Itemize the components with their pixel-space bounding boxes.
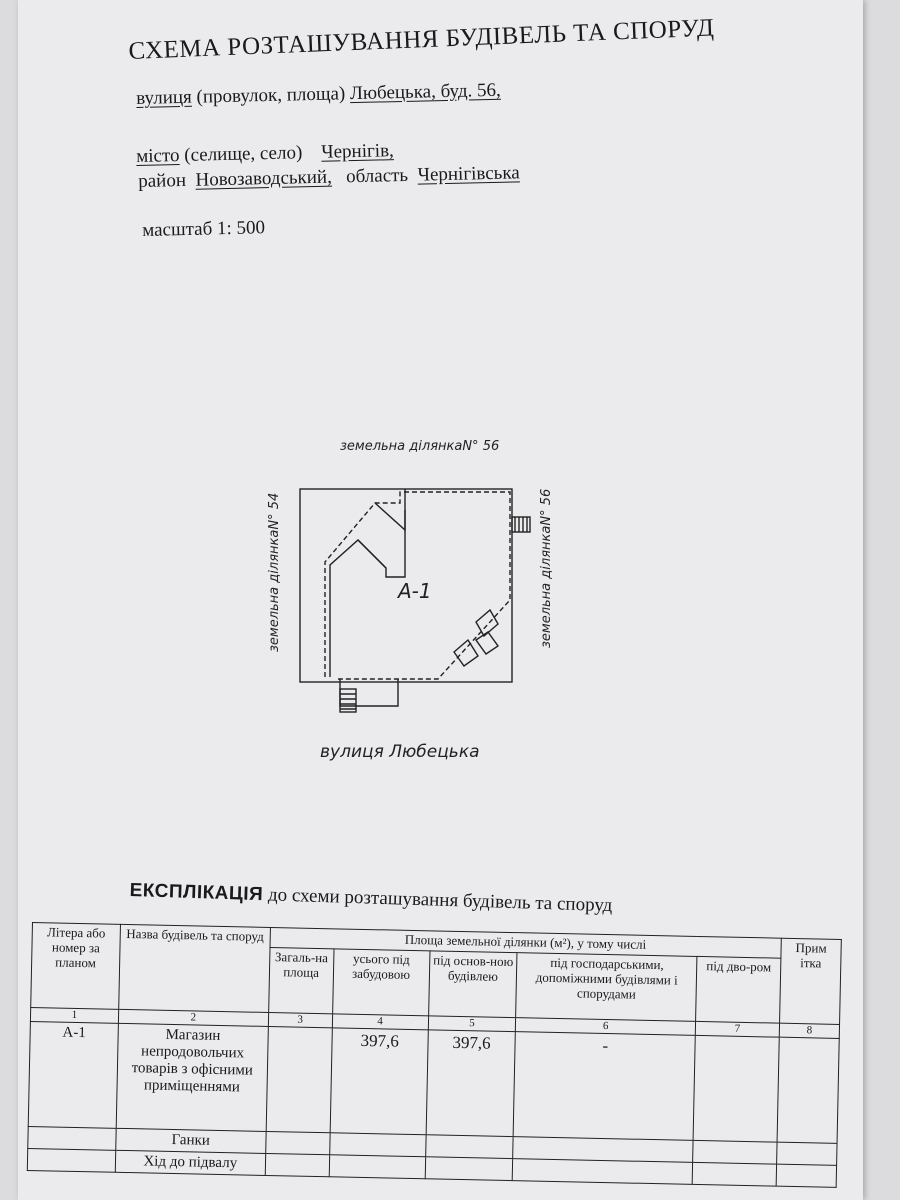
explication-table	[27, 922, 842, 1188]
explication-title-rest: до схеми розташування будівель та споруд	[262, 884, 613, 917]
explication-table-wrap	[26, 922, 862, 1200]
header-yard: під дво-ром	[696, 956, 781, 1023]
col-number: 2	[118, 1009, 268, 1026]
porch-southeast-2	[454, 640, 478, 666]
col-number: 7	[695, 1021, 779, 1036]
header-litera: Літера або номер за планом	[31, 923, 121, 1010]
city-prefix: місто	[136, 145, 180, 167]
row-total	[265, 1153, 329, 1177]
col-number: 3	[268, 1012, 332, 1027]
row-name: Магазин непродовольчих товарів з офісними приміщеннями	[116, 1023, 268, 1131]
street-prefix: вулиця	[136, 86, 193, 109]
row-yard	[692, 1162, 776, 1186]
city-options: (селище, село)	[179, 142, 303, 167]
header-name: Назва будівель та споруд	[119, 924, 271, 1012]
region-value: Чернігівська	[417, 162, 520, 186]
header-main: під основ-ною будівлею	[428, 951, 517, 1018]
porch-southeast-3	[476, 632, 498, 654]
building-label: А-1	[398, 579, 432, 603]
basement-steps	[340, 694, 356, 709]
row-total	[266, 1026, 332, 1132]
row-note	[777, 1142, 837, 1166]
row-name: Хід до підвалу	[115, 1150, 265, 1175]
east-porch-steps	[515, 517, 527, 532]
bottom-extension	[340, 679, 398, 706]
right-neighbor-label: земельна ділянкаN° 56	[539, 488, 554, 648]
left-neighbor-label: земельна ділянкаN° 54	[267, 492, 282, 652]
document-title: СХЕМА РОЗТАШУВАННЯ БУДІВЕЛЬ ТА СПОРУД	[128, 14, 715, 65]
street-value: Любецька, буд. 56,	[349, 79, 501, 105]
region-label: область	[345, 164, 409, 188]
row-litera	[27, 1148, 115, 1172]
row-note	[777, 1037, 839, 1143]
explication-title-bold: ЕКСПЛІКАЦІЯ	[129, 880, 264, 906]
document-page	[18, 0, 863, 1200]
row-litera: А-1	[28, 1021, 118, 1128]
header-aux: під господарськими, допоміжними будівлями і спорудами	[516, 953, 697, 1022]
row-built: 397,6	[330, 1027, 428, 1134]
row-yard	[693, 1035, 779, 1142]
street-options: (провулок, площа)	[191, 83, 351, 108]
building-outline-dashed	[325, 489, 400, 677]
row-aux: -	[514, 1031, 696, 1140]
header-note: Прим ітка	[780, 938, 842, 1024]
district-label: район	[138, 169, 187, 192]
row-total	[265, 1131, 329, 1155]
row-name: Ганки	[116, 1128, 266, 1153]
col-number: 8	[779, 1023, 839, 1038]
col-number: 1	[30, 1007, 118, 1022]
col-number: 4	[332, 1014, 428, 1030]
row-yard	[693, 1140, 777, 1164]
building-wall-west	[330, 510, 405, 677]
row-litera	[28, 1126, 116, 1150]
row-main: 397,6	[426, 1029, 516, 1136]
corner-diagonal	[358, 540, 386, 568]
row-main	[425, 1157, 513, 1181]
row-main	[425, 1134, 513, 1158]
row-built	[329, 1155, 425, 1179]
top-neighbor-label: земельна ділянкаN° 56	[340, 439, 500, 454]
col-number: 6	[516, 1018, 696, 1035]
district-value: Новозаводський,	[195, 166, 333, 191]
row-aux	[513, 1158, 693, 1184]
header-built: усього під забудовою	[332, 949, 429, 1016]
city-value: Чернігів,	[321, 140, 395, 163]
row-built	[329, 1132, 425, 1156]
row-note	[776, 1164, 836, 1188]
scale-text: масштаб 1: 500	[142, 217, 266, 241]
table-row	[28, 1021, 839, 1143]
header-total: Загаль-на площа	[268, 947, 333, 1013]
col-number: 5	[428, 1016, 516, 1031]
header-area-group: Площа земельної ділянки (м²), у тому числі	[270, 927, 782, 958]
street-label: вулиця Любецька	[320, 742, 480, 762]
